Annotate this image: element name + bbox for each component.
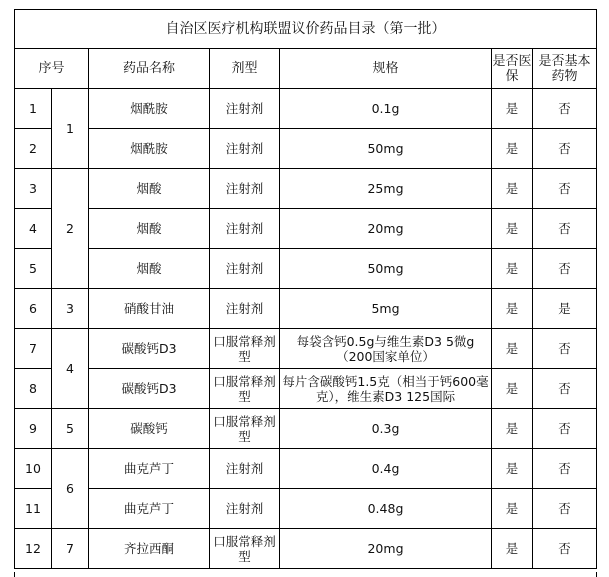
insurance-flag: 是	[492, 329, 533, 369]
header-name: 药品名称	[89, 49, 210, 89]
dosage-form: 注射剂	[210, 169, 280, 209]
insurance-flag: 是	[492, 449, 533, 489]
group-number: 2	[52, 169, 89, 289]
specification: 0.48g	[280, 489, 492, 529]
essential-flag: 否	[533, 449, 597, 489]
drug-name: 曲克芦丁	[89, 449, 210, 489]
drug-name: 烟酸	[89, 209, 210, 249]
row-seq: 9	[15, 409, 52, 449]
table-row	[15, 369, 597, 409]
specification: 0.4g	[280, 449, 492, 489]
specification: 25mg	[280, 169, 492, 209]
specification: 5mg	[280, 289, 492, 329]
specification: 50mg	[280, 129, 492, 169]
table-row	[15, 249, 597, 289]
header-spec: 规格	[280, 49, 492, 89]
drug-name: 烟酸	[89, 249, 210, 289]
row-seq: 11	[15, 489, 52, 529]
essential-flag: 否	[533, 529, 597, 569]
essential-flag: 否	[533, 369, 597, 409]
drug-name: 碳酸钙D3	[89, 369, 210, 409]
insurance-flag: 是	[492, 369, 533, 409]
insurance-flag: 是	[492, 89, 533, 129]
table-row	[15, 169, 597, 209]
drug-name: 碳酸钙	[89, 409, 210, 449]
group-number: 7	[52, 529, 89, 569]
header-essential: 是否基本药物	[533, 49, 597, 89]
essential-flag: 否	[533, 89, 597, 129]
group-number: 3	[52, 289, 89, 329]
essential-flag: 否	[533, 209, 597, 249]
row-seq: 7	[15, 329, 52, 369]
essential-flag: 否	[533, 169, 597, 209]
drug-name: 碳酸钙D3	[89, 329, 210, 369]
specification: 20mg	[280, 529, 492, 569]
table-row	[15, 289, 597, 329]
dosage-form: 口服常释剂型	[210, 369, 280, 409]
row-seq: 10	[15, 449, 52, 489]
specification: 每片含碳酸钙1.5克（相当于钙600毫克），维生素D3 125国际	[280, 369, 492, 409]
dosage-form: 口服常释剂型	[210, 409, 280, 449]
dosage-form: 口服常释剂型	[210, 529, 280, 569]
row-seq: 4	[15, 209, 52, 249]
dosage-form: 注射剂	[210, 289, 280, 329]
drug-name: 曲克芦丁	[89, 489, 210, 529]
table-row	[15, 209, 597, 249]
insurance-flag: 是	[492, 409, 533, 449]
table-row	[15, 409, 597, 449]
row-seq: 8	[15, 369, 52, 409]
insurance-flag: 是	[492, 489, 533, 529]
next-row-left-border	[14, 572, 15, 577]
essential-flag: 否	[533, 249, 597, 289]
drug-name: 烟酰胺	[89, 129, 210, 169]
header-seq: 序号	[15, 49, 89, 89]
dosage-form: 注射剂	[210, 489, 280, 529]
insurance-flag: 是	[492, 129, 533, 169]
essential-flag: 否	[533, 409, 597, 449]
dosage-form: 注射剂	[210, 449, 280, 489]
header-insurance: 是否医保	[492, 49, 533, 89]
row-seq: 12	[15, 529, 52, 569]
table-row	[15, 129, 597, 169]
drug-name: 硝酸甘油	[89, 289, 210, 329]
specification: 0.3g	[280, 409, 492, 449]
table-row	[15, 449, 597, 489]
essential-flag: 否	[533, 329, 597, 369]
table-title: 自治区医疗机构联盟议价药品目录（第一批）	[15, 10, 597, 49]
row-seq: 2	[15, 129, 52, 169]
insurance-flag: 是	[492, 169, 533, 209]
essential-flag: 否	[533, 489, 597, 529]
dosage-form: 注射剂	[210, 209, 280, 249]
insurance-flag: 是	[492, 249, 533, 289]
insurance-flag: 是	[492, 529, 533, 569]
drug-catalog-sheet	[14, 9, 597, 569]
group-number: 6	[52, 449, 89, 529]
insurance-flag: 是	[492, 209, 533, 249]
specification: 20mg	[280, 209, 492, 249]
row-seq: 1	[15, 89, 52, 129]
row-seq: 3	[15, 169, 52, 209]
specification: 50mg	[280, 249, 492, 289]
row-seq: 5	[15, 249, 52, 289]
dosage-form: 注射剂	[210, 249, 280, 289]
row-seq: 6	[15, 289, 52, 329]
specification: 每袋含钙0.5g与维生素D3 5微g（200国家单位）	[280, 329, 492, 369]
table-row	[15, 529, 597, 569]
insurance-flag: 是	[492, 289, 533, 329]
table-row	[15, 89, 597, 129]
table-row	[15, 489, 597, 529]
dosage-form: 口服常释剂型	[210, 329, 280, 369]
essential-flag: 是	[533, 289, 597, 329]
header-form: 剂型	[210, 49, 280, 89]
dosage-form: 注射剂	[210, 89, 280, 129]
specification: 0.1g	[280, 89, 492, 129]
essential-flag: 否	[533, 129, 597, 169]
drug-catalog-table	[14, 9, 597, 569]
table-row	[15, 329, 597, 369]
dosage-form: 注射剂	[210, 129, 280, 169]
group-number: 4	[52, 329, 89, 409]
drug-name: 齐拉西酮	[89, 529, 210, 569]
next-row-right-border	[596, 572, 597, 577]
group-number: 5	[52, 409, 89, 449]
group-number: 1	[52, 89, 89, 169]
drug-name: 烟酸	[89, 169, 210, 209]
drug-name: 烟酰胺	[89, 89, 210, 129]
